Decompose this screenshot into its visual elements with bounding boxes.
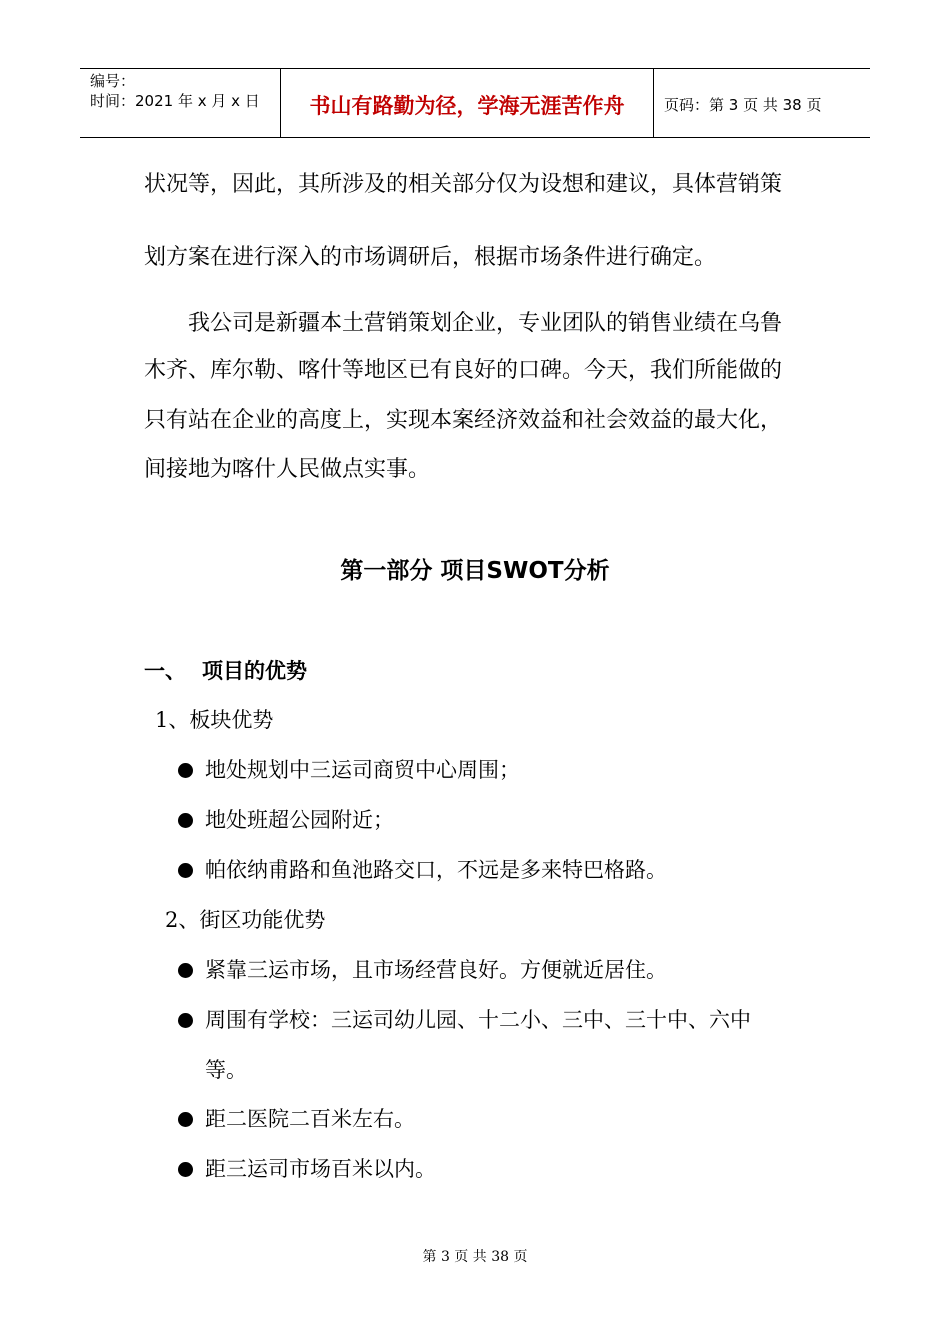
- list-item: [178, 805, 394, 835]
- para2-line2: 木齐、库尔勒、喀什等地区已有良好的口碑。今天，我们所能做的: [144, 358, 783, 383]
- para2-line3: 只有站在企业的高度上，实现本案经济效益和社会效益的最大化，: [144, 408, 783, 433]
- para2-line1: 我公司是新疆本土营销策划企业，专业团队的销售业绩在乌鲁: [188, 311, 783, 336]
- bullet-text: 帕依纳甫路和鱼池路交口，不远是多来特巴格路。: [205, 858, 667, 882]
- list-item: [178, 755, 520, 785]
- para2-line4: 间接地为喀什人民做点实事。: [144, 457, 431, 482]
- bullet-icon: [178, 963, 193, 978]
- bullet-text: 紧靠三运市场，且市场经营良好。方便就近居住。: [205, 958, 667, 982]
- header-page-info: 页码：第 3 页 共 38 页: [664, 95, 822, 114]
- list-item: [178, 855, 667, 885]
- bullet-text: 地处规划中三运司商贸中心周围；: [205, 758, 520, 782]
- bullet-icon: [178, 1013, 193, 1028]
- para1-line2: 划方案在进行深入的市场调研后，根据市场条件进行确定。: [144, 245, 717, 270]
- part-heading: 第一部分 项目SWOT分析: [340, 558, 610, 584]
- bullet-text: 距二医院二百米左右。: [205, 1107, 415, 1131]
- document-header: [80, 68, 870, 138]
- list-item: [178, 1005, 751, 1035]
- bullet-icon: [178, 863, 193, 878]
- sub1-title: 1、板块优势: [155, 708, 274, 732]
- list-item: [178, 1104, 415, 1134]
- bullet-icon: [178, 813, 193, 828]
- header-meta: [80, 69, 281, 137]
- list-item: [178, 1154, 436, 1184]
- sub2-title: 2、街区功能优势: [165, 908, 326, 932]
- para1-line1: 状况等，因此，其所涉及的相关部分仅为设想和建议，具体营销策: [144, 172, 783, 197]
- bullet-text: 地处班超公园附近；: [205, 808, 394, 832]
- header-number: 编号：: [90, 72, 136, 90]
- bullet-text: 距三运司市场百米以内。: [205, 1157, 436, 1181]
- section-title-text: 项目的优势: [202, 659, 307, 683]
- header-motto: 书山有路勤为径，学海无涯苦作舟: [281, 69, 654, 137]
- bullet-icon: [178, 1162, 193, 1177]
- bullet-icon: [178, 1112, 193, 1127]
- header-date: 时间：2021 年 x 月 x 日: [90, 92, 260, 110]
- bullet-text: 周围有学校：三运司幼儿园、十二小、三中、三十中、六中: [205, 1008, 751, 1032]
- section-title: [144, 656, 307, 686]
- section-number: 一、: [144, 659, 186, 683]
- bullet-text-continuation: 等。: [205, 1058, 247, 1082]
- list-item: [178, 955, 667, 985]
- page-footer: 第 3 页 共 38 页: [422, 1249, 528, 1265]
- bullet-icon: [178, 763, 193, 778]
